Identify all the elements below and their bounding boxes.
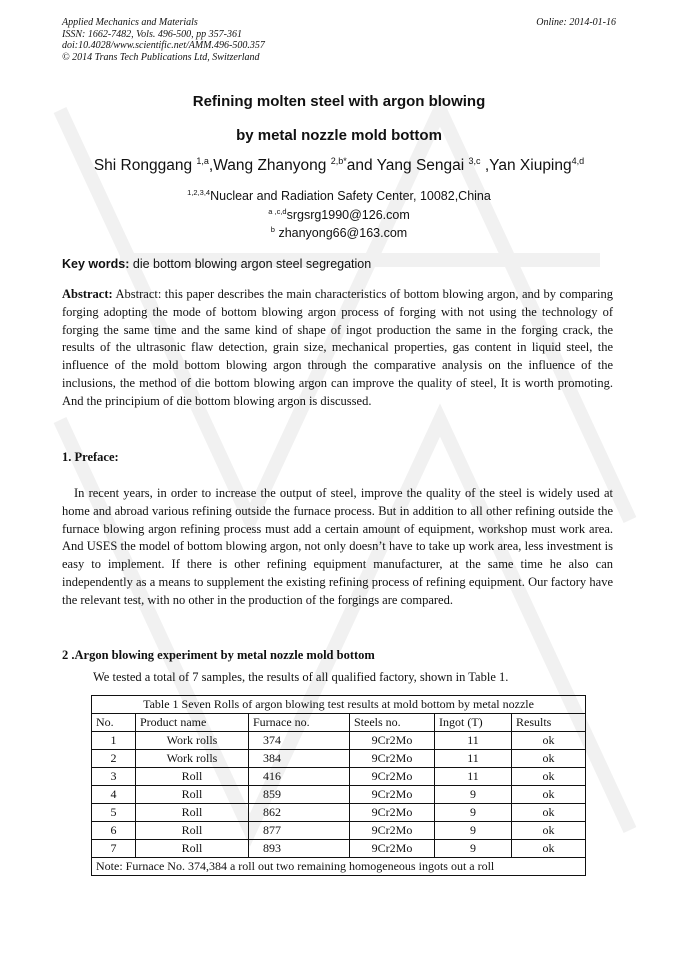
abstract	[62, 286, 613, 411]
cell-result: ok	[512, 768, 586, 786]
cell-furnace: 859	[249, 786, 350, 804]
author-list	[0, 157, 678, 175]
author-2: ,Wang Zhanyong	[208, 157, 331, 174]
copyright: © 2014 Trans Tech Publications Ltd, Switzerland	[62, 51, 260, 63]
email-1-sup: a ,c,d	[268, 206, 287, 216]
cell-result: ok	[512, 750, 586, 768]
table-caption: Table 1 Seven Rolls of argon blowing test results at mold bottom by metal nozzle	[92, 696, 586, 714]
cell-no: 2	[92, 750, 136, 768]
table-row	[92, 732, 586, 750]
affiliation	[0, 189, 678, 203]
cell-product: Roll	[136, 804, 249, 822]
cell-no: 5	[92, 804, 136, 822]
table-note: Note: Furnace No. 374,384 a roll out two remaining homogeneous ingots out a roll	[92, 858, 586, 876]
cell-furnace: 893	[249, 840, 350, 858]
author-4: ,Yan Xiuping	[480, 157, 572, 174]
email-1-address: srgsrg1990@126.com	[286, 208, 410, 222]
table-row	[92, 840, 586, 858]
author-3: and Yang Sengai	[346, 157, 469, 174]
header-ingot: Ingot (T)	[435, 714, 512, 732]
table-row	[92, 804, 586, 822]
cell-result: ok	[512, 822, 586, 840]
cell-no: 3	[92, 768, 136, 786]
issn: ISSN: 1662-7482, Vols. 496-500, pp 357-361	[62, 28, 242, 40]
journal-header	[62, 17, 265, 63]
keywords-label: Key words:	[62, 257, 130, 271]
table-row	[92, 750, 586, 768]
email-2-address: zhanyong66@163.com	[274, 226, 408, 240]
cell-steel: 9Cr2Mo	[350, 750, 435, 768]
keywords	[62, 257, 371, 271]
cell-no: 7	[92, 840, 136, 858]
paper-title-line-2: by metal nozzle mold bottom	[236, 127, 442, 144]
cell-product: Roll	[136, 786, 249, 804]
author-4-sup: 4,d	[571, 155, 585, 166]
cell-product: Roll	[136, 822, 249, 840]
email-2-sup: b	[270, 224, 275, 234]
cell-result: ok	[512, 840, 586, 858]
author-1: Shi Ronggang	[93, 157, 197, 174]
paper-title-line-1: Refining molten steel with argon blowing	[192, 93, 486, 110]
cell-no: 1	[92, 732, 136, 750]
cell-steel: 9Cr2Mo	[350, 804, 435, 822]
header-furnace-no: Furnace no.	[249, 714, 350, 732]
affiliation-sup: 1,2,3,4	[187, 187, 211, 197]
cell-product: Roll	[136, 840, 249, 858]
cell-product: Work rolls	[136, 732, 249, 750]
cell-furnace: 384	[249, 750, 350, 768]
cell-ingot: 9	[435, 840, 512, 858]
email-2	[0, 226, 678, 240]
cell-ingot: 9	[435, 822, 512, 840]
journal-name: Applied Mechanics and Materials	[62, 17, 198, 28]
section-1-text: In recent years, in order to increase the output of steel, improve the quality of the steel is widely used at home and abroad various refining outside the furnace process. But in addition to all other refining outside the furnace blowing argon refining process must add a certain amount of equipment, workshop must work area. And USES the model of bottom blowing argon, not only doesn’t have to take up work area, less investment is easy to implement. If there is other refining equipment manufacturer, at the same time he also can independently as a means to supplement the existing refining process of refining equipment. Our factory have the relevant test, with no other in the production of the forgings are compared.	[62, 486, 613, 607]
online-date: Online: 2014-01-16	[536, 17, 616, 28]
table-row	[92, 822, 586, 840]
table-caption-row	[92, 696, 586, 714]
cell-furnace: 374	[249, 732, 350, 750]
results-table	[91, 695, 586, 876]
cell-steel: 9Cr2Mo	[350, 840, 435, 858]
author-2-sup: 2,b*	[330, 155, 347, 166]
cell-furnace: 877	[249, 822, 350, 840]
cell-ingot: 9	[435, 786, 512, 804]
section-1-heading: 1. Preface:	[62, 450, 119, 464]
author-3-sup: 3,c	[468, 155, 481, 166]
cell-steel: 9Cr2Mo	[350, 822, 435, 840]
cell-steel: 9Cr2Mo	[350, 732, 435, 750]
cell-steel: 9Cr2Mo	[350, 768, 435, 786]
cell-result: ok	[512, 732, 586, 750]
cell-ingot: 9	[435, 804, 512, 822]
cell-no: 6	[92, 822, 136, 840]
doi: doi:10.4028/www.scientific.net/AMM.496-500.357	[62, 40, 265, 51]
cell-ingot: 11	[435, 732, 512, 750]
table-note-row	[92, 858, 586, 876]
abstract-label: Abstract:	[62, 287, 113, 301]
section-2-heading: 2 .Argon blowing experiment by metal nozzle mold bottom	[62, 648, 375, 662]
cell-steel: 9Cr2Mo	[350, 786, 435, 804]
cell-result: ok	[512, 804, 586, 822]
author-1-sup: 1,a	[196, 155, 209, 166]
cell-furnace: 416	[249, 768, 350, 786]
cell-no: 4	[92, 786, 136, 804]
header-no: No.	[92, 714, 136, 732]
cell-product: Work rolls	[136, 750, 249, 768]
header-steels-no: Steels no.	[350, 714, 435, 732]
section-2-text: We tested a total of 7 samples, the results of all qualified factory, shown in Table 1.	[93, 670, 509, 684]
cell-ingot: 11	[435, 750, 512, 768]
email-1	[0, 208, 678, 222]
header-product-name: Product name	[136, 714, 249, 732]
table-header-row	[92, 714, 586, 732]
affiliation-text: Nuclear and Radiation Safety Center, 10082,China	[210, 189, 491, 203]
cell-product: Roll	[136, 768, 249, 786]
cell-furnace: 862	[249, 804, 350, 822]
abstract-text: Abstract: this paper describes the main characteristics of bottom blowing argon, and by comparing forging adopting the mode of bottom blowing argon process of forging with not using the technology of forging the same time and the same kind of shape of ingot production the same in the forging crack, the results of the ultrasonic flaw detection, grain size, mechanical properties, gas content in liquid steel, the influence of the mold bottom blowing argon through the comparative analysis on the influence of the inclusions, the method of die bottom blowing argon can improve the quality of steel, It is worth promoting. And the principium of die bottom blowing argon is discussed.	[62, 287, 613, 408]
table-row	[92, 786, 586, 804]
header-results: Results	[512, 714, 586, 732]
table-row	[92, 768, 586, 786]
keywords-text: die bottom blowing argon steel segregation	[129, 257, 372, 271]
cell-ingot: 11	[435, 768, 512, 786]
cell-result: ok	[512, 786, 586, 804]
